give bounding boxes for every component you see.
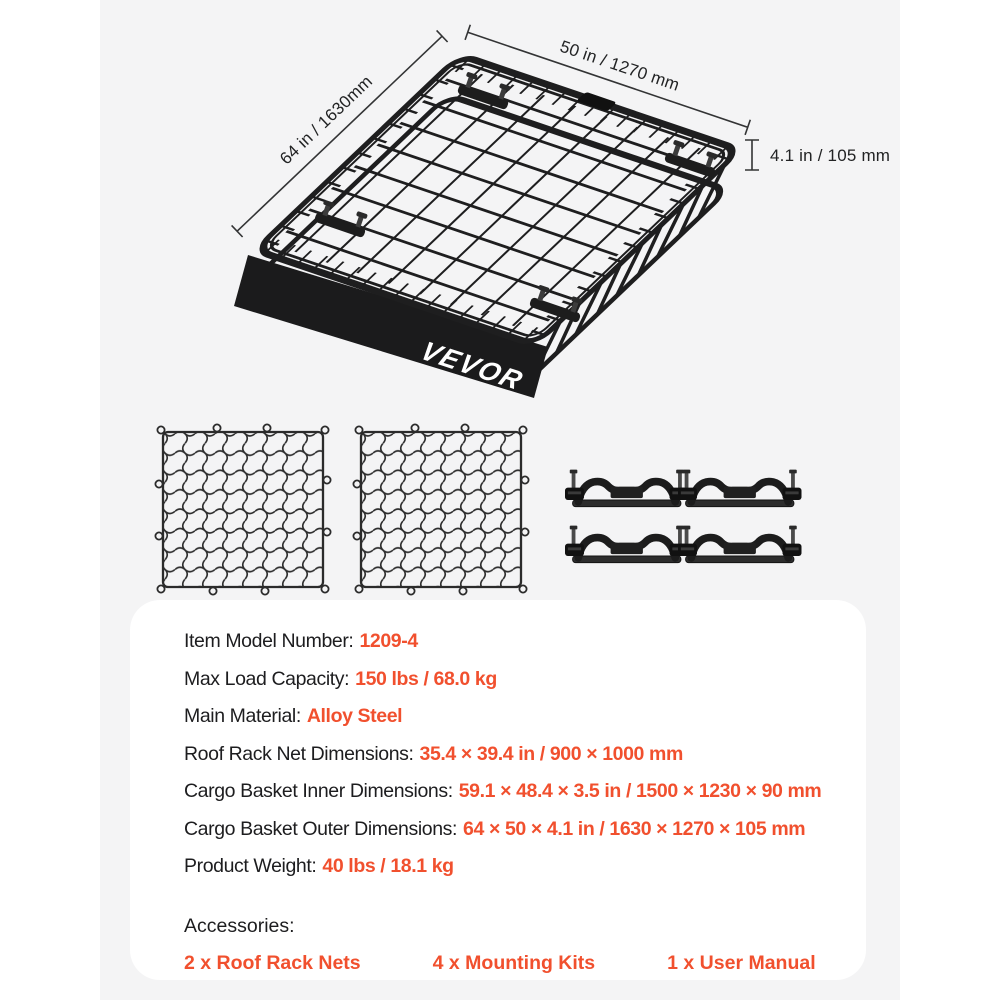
accessory-item-manual: 1 x User Manual <box>667 952 816 974</box>
dimension-height-label: 4.1 in / 105 mm <box>770 146 891 165</box>
spec-label: Item Model Number: <box>184 630 354 652</box>
spec-row-net-dims <box>184 736 846 774</box>
roof-rack-net-right <box>353 424 528 594</box>
dimension-length <box>232 30 448 237</box>
spec-value: 35.4 × 39.4 in / 900 × 1000 mm <box>419 742 683 765</box>
accessory-item-nets: 2 x Roof Rack Nets <box>184 952 361 974</box>
spec-row-inner-dims <box>184 773 846 811</box>
spec-value: 64 × 50 × 4.1 in / 1630 × 1270 × 105 mm <box>463 817 806 840</box>
spec-row-weight <box>184 848 846 886</box>
accessory-item-kits: 4 x Mounting Kits <box>432 952 596 974</box>
brand-logo: VEVOR <box>415 335 530 396</box>
spec-label: Cargo Basket Inner Dimensions: <box>184 780 453 802</box>
spec-value: 59.1 × 48.4 × 3.5 in / 1500 × 1230 × 90 mm <box>458 780 822 802</box>
spec-row-load <box>184 661 846 699</box>
spec-row-outer-dims <box>184 811 846 849</box>
spec-label: Cargo Basket Outer Dimensions: <box>184 817 458 840</box>
mounting-kit <box>565 526 689 563</box>
spec-card <box>130 600 866 980</box>
spec-row-material <box>184 698 846 736</box>
spec-label: Max Load Capacity: <box>184 667 350 690</box>
dimension-length-label: 64 in / 1630mm <box>276 71 377 169</box>
mounting-kit <box>678 526 802 563</box>
spec-value: 1209-4 <box>359 630 418 652</box>
spec-label: Roof Rack Net Dimensions: <box>184 742 414 765</box>
dimension-width-label: 50 in / 1270 mm <box>557 36 682 95</box>
accessories-heading: Accessories: <box>184 914 295 937</box>
mounting-kit <box>565 470 689 507</box>
clamp-on-basket <box>314 199 371 239</box>
spec-value: 150 lbs / 68.0 kg <box>355 667 497 690</box>
accessories-list <box>184 945 846 983</box>
spec-value: 40 lbs / 18.1 kg <box>322 855 454 877</box>
mounting-kit <box>678 470 802 507</box>
spec-row-model <box>184 623 846 661</box>
roof-rack-net-left <box>155 424 330 594</box>
spec-label: Main Material: <box>184 705 301 727</box>
roof-rack-basket-diagram <box>232 25 891 398</box>
dimension-height <box>745 140 890 170</box>
spec-value: Alloy Steel <box>306 705 403 727</box>
spec-label: Product Weight: <box>184 855 317 877</box>
